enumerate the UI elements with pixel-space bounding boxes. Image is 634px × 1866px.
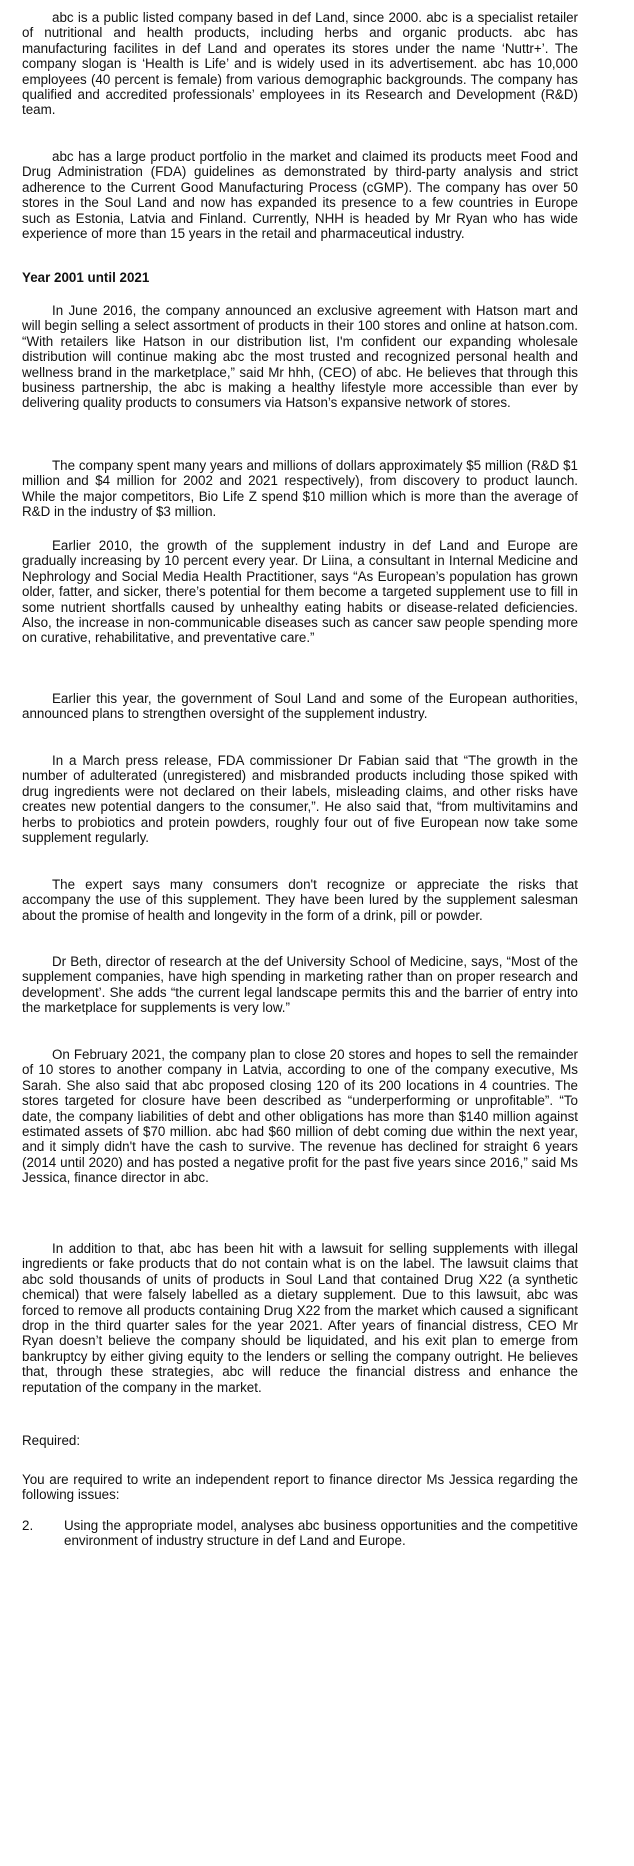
paragraph-fda-press-release: In a March press release, FDA commissioner Dr Fabian said that “The growth in the number of adulterated (unregistered) and misbranded products including those spiked with drug ingredients were not declared on their labels, misleading claims, and other risks have creates new potential dangers to the consumer,”. He also said that, “from multivitamins and herbs to probiotics and protein powders, roughly four out of five European now take some supplement regularly. [22,753,578,846]
section-heading: Year 2001 until 2021 [22,270,150,285]
required-label: Required: [22,1433,81,1448]
paragraph-government-oversight: Earlier this year, the government of Soul Land and some of the European authorities, announced plans to strengthen oversight of the supplement industry. [22,691,578,722]
instruction-text: You are required to write an independent report to finance director Ms Jessica regarding the following issues: [22,1472,578,1503]
list-item-text: Using the appropriate model, analyses abc business opportunities and the competitive environment of industry structure in def Land and Europe. [64,1518,578,1549]
paragraph-store-closures: On February 2021, the company plan to close 20 stores and hopes to sell the remainder of 10 stores to another company in Latvia, according to one of the company executive, Ms Sarah. She also said that abc proposed closing 120 of its 200 locations in 4 countries. The stores targeted for closure have been described as “underperforming or unprofitable”. “To date, the company liabilities of debt and other obligations has more than $140 million against estimated assets of $70 million. abc had $60 million of debt coming due within the next year, and it simply didn't have the cash to survive. The revenue has declined for straight 6 years (2014 until 2020) and has posted a negative profit for the past five years since 2016,” said Ms Jessica, finance director in abc. [22,1047,578,1186]
paragraph-hatson-agreement: In June 2016, the company announced an exclusive agreement with Hatson mart and will begin selling a select assortment of products in their 100 stores and online at hatson.com. “With retailers like Hatson in our distribution list, I'm confident our expanding wholesale distribution will continue making abc the most trusted and recognized personal health and wellness brand in the marketplace,” said Mr hhh, (CEO) of abc. He believes that through this business partnership, the abc is making a healthy lifestyle more accessible than ever by delivering quality products to consumers via Hatson’s expansive network of stores. [22,303,578,411]
paragraph-dr-beth: Dr Beth, director of research at the def University School of Medicine, says, “Most of the supplement companies, have high spending in marketing rather than on proper research and development’. She adds “the current legal landscape permits this and the barrier of entry into the marketplace for supplements is very low.” [22,954,578,1016]
paragraph-lawsuit: In addition to that, abc has been hit with a lawsuit for selling supplements with illegal ingredients or fake products that do not contain what is on the label. The lawsuit claims that abc sold thousands of units of products in Soul Land that contained Drug X22 (a synthetic chemical) that were falsely labelled as a dietary supplement. Due to this lawsuit, abc was forced to remove all products containing Drug X22 from the market which caused a significant drop in the third quarter sales for the year 2021. After years of financial distress, CEO Mr Ryan doesn’t believe the company should be liquidated, and his exit plan to emerge from bankruptcy by either giving equity to the lenders or selling the company outright. He believes that, through these strategies, abc will reduce the financial distress and enhance the reputation of the company in the market. [22,1241,578,1395]
paragraph-product-portfolio: abc has a large product portfolio in the market and claimed its products meet Food and Drug Administration (FDA) guidelines as demonstrated by third-party analysis and strict adherence to the Current Good Manufacturing Process (cGMP). The company has over 50 stores in the Soul Land and now has expanded its presence to a few countries in Europe such as Estonia, Latvia and Finland. Currently, NHH is headed by Mr Ryan who has wide experience of more than 15 years in the retail and pharmaceutical industry. [22,149,578,242]
paragraph-industry-growth: Earlier 2010, the growth of the supplement industry in def Land and Europe are gradually increasing by 10 percent every year. Dr Liina, a consultant in Internal Medicine and Nephrology and Social Media Health Practitioner, says “As European’s population has grown older, fatter, and sicker, there’s potential for them become a targeted supplement use to fill in some nutrient shortfalls caused by unhealthy eating habits or disease-related deficiencies. Also, the increase in non-communicable diseases such as cancer saw people spending more on curative, rehabilitative, and preventative care.” [22,538,578,646]
paragraph-rd-spending: The company spent many years and millions of dollars approximately $5 million (R&D $1 million and $4 million for 2002 and 2021 respectively), from discovery to product launch. While the major competitors, Bio Life Z spend $10 million which is more than the average of R&D in the industry of $3 million. [22,458,578,520]
question-list-item [22,1518,578,1549]
list-item-number: 2. [22,1518,34,1533]
paragraph-consumer-risks: The expert says many consumers don't recognize or appreciate the risks that accompany the use of this supplement. They have been lured by the supplement salesman about the promise of health and longevity in the form of a drink, pill or powder. [22,877,578,923]
paragraph-company-overview: abc is a public listed company based in def Land, since 2000. abc is a specialist retailer of nutritional and health products, including herbs and organic products. abc has manufacturing facilites in def Land and operates its stores under the name ‘Nuttr+’. The company slogan is ‘Health is Life’ and is widely used in its advertisement. abc has 10,000 employees (40 percent is female) from various demographic backgrounds. The company has qualified and accredited professionals’ employees in its Research and Development (R&D) team. [22,10,578,118]
